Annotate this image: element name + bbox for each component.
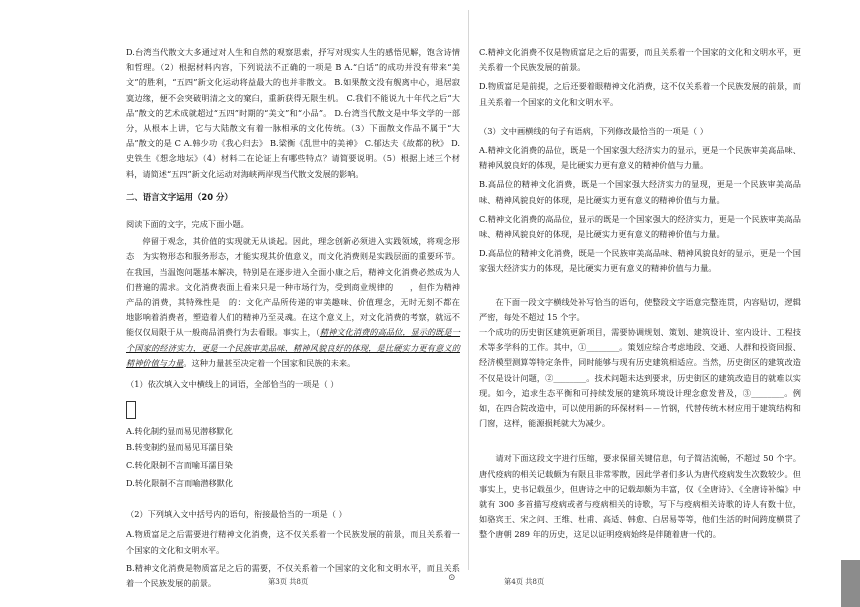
q2-option-b: B.精神文化消费是物质富足之后的需要，不仅关系着一个国家的文化和文明水平，而且关系着一个民族发展的前景。 — [126, 562, 460, 589]
question-4-instruction: 在下面一段文字横线处补写恰当的语句，使整段文字语意完整连贯，内容贴切，逻辑严密，每处不超过 15 个字。 — [479, 296, 801, 322]
corner-tab — [841, 560, 860, 607]
q1-option-a: A.转化制约显而易见潜移默化 — [126, 426, 233, 437]
q3-option-b: B.高品位的精神文化消费，既是一个国家强大经济实力的显现，更是一个民族审美高品味、精神风貌良好的体现，是比硬实力更有意义的精神价值与力量。 — [479, 179, 801, 205]
q2-option-d: D.物质富足是前提，之后还要着眼精神文化消费，这不仅关系着一个民族发展的前景，而且关系着一个国家的文化和文明水平。 — [479, 81, 801, 107]
question-3: （3）文中画横线的句子有语病，下列修改最恰当的一项是（ ） — [479, 125, 708, 136]
q3-option-d: D.高品位的精神文化消费，既是一个民族审美高品味、精神风貌良好的显示，更是一个国家强大经济实力的体现，是比硬实力更有意义的精神价值与力量。 — [479, 248, 801, 274]
q1-option-c: C.转化限制不言而喻耳濡目染 — [126, 459, 233, 470]
reading-passage — [126, 234, 469, 371]
underlined-sentence: 精神文化消费的高品位，显示的既是一个国家的经济实力，更是一个民族审美品味、精神风貌良好的体现，是比硬实力更有意义的精神价值与力量 — [126, 327, 460, 368]
page-number-right: 第4页 共8页 — [504, 577, 545, 586]
column-divider — [468, 10, 469, 570]
question-2: （2）下列填入文中括号内的语句，衔接最恰当的一项是（ ） — [126, 509, 347, 520]
left-column — [126, 0, 469, 591]
section-title: 二、语言文字运用（20 分） — [126, 191, 233, 202]
passage-part-b: 。这种力量甚至决定着一个国家和民族的未来。 — [183, 357, 356, 368]
q3-option-c: C.精神文化消费的高品位，显示的既是一个国家强大的经济实力，更是一个民族审美高品味、精神风貌良好的体现，是比硬实力更有意义的精神价值与力量。 — [479, 213, 801, 240]
q1-option-d: D.转化限制不言而喻潜移默化 — [126, 478, 234, 489]
q3-option-a: A.精神文化消费的品位，既是一个国家强大经济实力的显示，更是一个民族审美高品味、精神风貌良好的体现，是比硬实力更有意义的精神价值与力量。 — [479, 145, 801, 171]
reading-intro: 阅读下面的文字，完成下面小题。 — [126, 219, 249, 230]
question-4-passage: 一个成功的历史街区建筑更新项目，需要协调规划、策划、建筑设计、室内设计、工程技术等多学科的工作。其中，①________。策划应综合考虑地段、交通、人群和投资回报、经济模型测算等特定条件，同时能够与现有历史建筑相适应。当然，历史街区的建筑改造不仅是设计问题，②________。技术问题未达到要求，历史街区的建筑改造目的就难以实现。如今，追求生态平衡和可持续发展的建筑环境设计理念愈发普及，③________。例如，在四合院改造中，可以使用新的环保材料－－竹钢，代替传统木材应用于建筑结构和门窗，这样，能源损耗就大为减少。 — [479, 327, 801, 429]
question-5: 请对下面这段文字进行压缩，要求保留关键信息，句子简洁流畅，不超过 50 个字。唐代疫病的相关记载颇为有限且非常零散，因此学者们多认为唐代疫病发生次数较少。但事实上，史书记载虽少，但唐诗之中的记载却颇为丰富，仅《全唐诗》、《全唐诗补编》中就有 300 多首描写疫病或者与疫病相关的诗歌，写下与疫病相关诗歌的诗人有数十位，如骆宾王、宋之问、王维、杜甫、高适、韩愈、白居易等等，他们生活的时间跨度横贯了整个唐朝 289 年的历史，这足以证明疫病始终是伴随着唐一代的。 — [479, 453, 801, 540]
q2-option-a: A.物质富足之后需要进行精神文化消费，这不仅关系着一个民族发展的前景，而且关系着一个国家的文化和文明水平。 — [126, 529, 460, 555]
passage-part-a: 停留于观念，其价值的实现就无从谈起。因此，理念创新必须进入实践领域，将观念形态 为实物形态和服务形态，才能实现其价值意义，而文化消费则是实践层面的重要环节。在我国，当温饱问题基本解决，特别是在逐步进入全面小康之后，精神文化消费必然成为人们普遍的需求。文化消费表面上看来只是一种市场行为，受到商业规律的 ，但作为精神产品的消费，其特殊性是 的：文化产品所传递的审美趣味、价值理念，无时无刻不都在 地影响着消费者，塑造着人们的精神乃至灵魂。在这个意义上，对文化消费的考察，就远不能仅仅局限于从一般商品消费行为去看眼。事实上，（ — [126, 236, 469, 338]
question-1: （1）依次填入文中横线上的词语，全部恰当的一项是（ ） — [126, 379, 339, 390]
q2-option-c: C.精神文化消费不仅是物质富足之后的需要，而且关系着一个国家的文化和文明水平，更关系着一个民族发展的前景。 — [479, 47, 801, 73]
binding-circle-icon: ⊙ — [448, 573, 456, 583]
q1-option-b: B.转变制约显而易见耳濡目染 — [126, 441, 233, 452]
material-questions: D.台湾当代散文大多通过对人生和自然的观察思索，抒写对现实人生的感悟见解，饱含诗情和哲理。（2）根据材料内容，下列说法不正确的一项是 B A.“白话”的成功并没有带来“美文”的胜利，“五四”新文化运动将益最大的也并非散文。 B.如果散文没有舰离中心，退居寂寞边缘，便不会突破明清之文的窠臼，重新获得无限生机。 C.我们不能说九十年代之后“大品”散文的艺术成就超过“五四”时期的“美文”和“小品”。 D.台湾当代散文是中华文学的一部分，从根本上讲，它与大陆散文有着一脉相承的文化传统。（3）下面散文作品不属于“大品”散文的是 C A.韩少功《我心归去》 B.梁衡《乱世中的美神》 C.郁达夫《故都的秋》 D.史铁生《想念地坛》（4）材料二在论证上有哪些特点？请简要说明。（5）根据上述三个材料，请简述“五四”新文化运动对海峡两岸现当代散文发展的影响。 — [126, 47, 460, 179]
page-number-left: 第3页 共8页 — [268, 577, 309, 586]
answer-box[interactable] — [126, 401, 460, 424]
right-column — [479, 0, 801, 543]
